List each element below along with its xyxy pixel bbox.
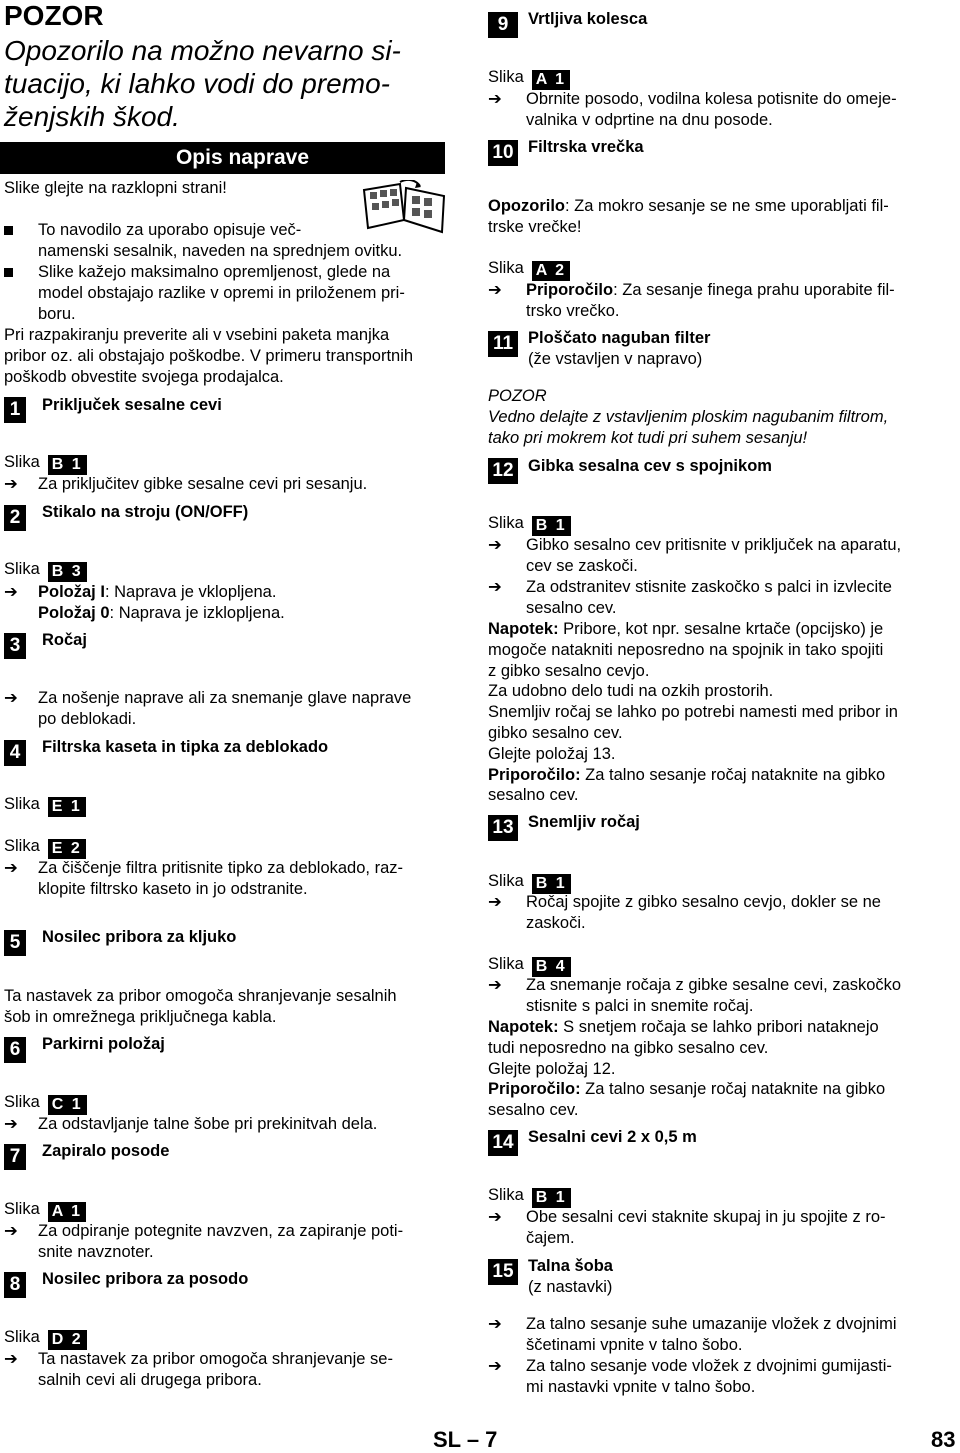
figure-ref-14 [488,1185,571,1208]
bullet-1-line-1: To navodilo za uporabo opisuje več- [38,221,302,239]
instruction-13a [488,892,938,934]
note-13 [488,1017,938,1121]
filter-bag-warning [488,196,938,238]
arrow-right-icon: ➔ [4,583,18,601]
section-number-1: 1 [4,397,26,423]
section-title-5: Nosilec pribora za kljuko [42,928,237,946]
recommendation-text: : Za sesanje finega prahu uporabite fil- [613,281,895,299]
arrow-right-icon: ➔ [4,1350,18,1368]
intro-bullet-2 [4,262,448,324]
section-number-4: 4 [4,740,26,766]
figure-tag: A 1 [48,1202,86,1222]
instruction-line: po deblokadi. [38,709,137,728]
section-number-15: 15 [488,1259,518,1285]
instruction-13b [488,975,938,1017]
instruction-line: Obe sesalni cevi staknite skupaj in ju spojite z ro- [526,1208,886,1226]
instruction-text: Za odstavljanje talne šobe pri prekinitvah dela. [38,1115,378,1133]
figure-ref-13a [488,871,571,894]
section-number-9: 9 [488,12,518,38]
arrow-right-icon: ➔ [4,1115,18,1133]
figure-tag: B 4 [532,957,571,977]
section-number-7: 7 [4,1144,26,1170]
section-title-8: Nosilec pribora za posodo [42,1270,249,1288]
figure-label: Slika [4,795,40,813]
figure-label: Slika [488,955,524,973]
arrow-right-icon: ➔ [4,689,18,707]
figure-tag: B 1 [532,874,571,894]
instruction-line: klopite filtrsko kaseto in jo odstranite. [38,879,308,898]
note-line: tudi neposredno na gibko sesalno cev. [488,1038,769,1057]
figure-label: Slika [488,259,524,277]
position-off-text: : Naprava je izklopljena. [109,604,285,622]
figure-tag: E 2 [48,839,86,859]
instruction-line: sesalno cev. [526,598,617,617]
intro-bullet-1 [4,220,448,262]
instruction-2-line-2 [38,603,285,624]
note-label: Napotek: [488,1018,559,1036]
footer-page-number: 83 [931,1427,956,1452]
section-title-6: Parkirni položaj [42,1035,165,1053]
paragraph-line: šob in omrežnega priključnega kabla. [4,1007,277,1026]
instruction-4 [4,858,448,900]
note-12 [488,619,938,806]
arrow-right-icon: ➔ [488,1357,502,1375]
figure-label: Slika [4,560,40,578]
recommendation-label: Priporočilo [526,281,614,299]
warning-line-2: tuacijo, ki lahko vodi do premo- [4,68,390,99]
figure-ref-10 [488,258,570,281]
figure-label: Slika [488,872,524,890]
warning-line-3: ženjskih škod. [4,101,180,132]
warning-text: : Za mokro sesanje se ne sme uporabljati fil- [565,197,889,215]
see-fold-out-note: Slike glejte na razklopni strani! [4,179,227,197]
figure-tag: C 1 [48,1095,87,1115]
section-number-11: 11 [488,331,518,357]
figure-ref-4b [4,836,86,859]
instruction-text: Za priključitev gibke sesalne cevi pri sesanju. [38,475,368,493]
section-subtitle-15: (z nastavki) [528,1278,613,1296]
intro-para-line-2: pribor oz. ali obstajajo poškodbe. V primeru transportnih [4,346,414,365]
bullet-2-line-3: boru. [38,304,76,323]
instruction-line: Za odstranitev stisnite zaskočko s palci in izvlecite [526,578,892,596]
instruction-7 [4,1221,448,1263]
arrow-right-icon: ➔ [4,475,18,493]
figure-ref-2 [4,559,87,582]
arrow-right-icon: ➔ [488,281,502,299]
arrow-right-icon: ➔ [488,90,502,108]
figure-tag: A 2 [532,261,570,281]
arrow-right-icon: ➔ [488,578,502,596]
position-on-text: : Naprava je vklopljena. [104,583,277,601]
instruction-line: Za nošenje naprave ali za snemanje glave naprave [38,689,412,707]
note-label: Napotek: [488,620,559,638]
warning-label: Opozorilo [488,197,565,215]
footer-language-page: SL – 7 [433,1427,498,1452]
arrow-right-icon: ➔ [488,893,502,911]
recommendation-text-2: sesalno cev. [488,1101,579,1120]
instruction-line: mi nastavki vpnite v talno šobo. [526,1377,756,1396]
figure-ref-13b [488,954,571,977]
instruction-line: Za odpiranje potegnite navzven, za zapiranje poti- [38,1222,404,1240]
instruction-line: Gibko sesalno cev pritisnite v priključek na aparatu, [526,536,902,554]
figure-ref-4a [4,794,86,817]
warning-text-2: trske vrečke! [488,217,582,236]
section-number-2: 2 [4,505,26,531]
note-line: Snemljiv ročaj se lahko po potrebi namesti med pribor in [488,703,898,722]
note-text: S snetjem ročaja se lahko pribori nataknejo [558,1018,879,1036]
pozor-line: Vedno delajte z vstavljenim ploskim nagubanim filtrom, [488,407,889,426]
warning-line-1: Opozorilo na možno nevarno si- [4,35,401,66]
section-title-11: Ploščato naguban filter [528,329,711,347]
figure-label: Slika [488,514,524,532]
instruction-line: snite navznoter. [38,1242,154,1261]
section-number-5: 5 [4,930,26,956]
instruction-line: zaskoči. [526,913,586,932]
instruction-line: Za talno sesanje vode vložek z dvojnimi gumijasti- [526,1357,892,1375]
note-line: Glejte položaj 12. [488,1059,616,1078]
section-number-10: 10 [488,140,518,166]
figure-tag: B 3 [48,562,87,582]
figure-tag: B 1 [532,1188,571,1208]
warning-title: POZOR [4,0,104,31]
arrow-right-icon: ➔ [488,536,502,554]
section-title-3: Ročaj [42,631,87,649]
figure-tag: B 1 [48,455,87,475]
pozor-note [488,386,938,448]
section-title-4: Filtrska kaseta in tipka za deblokado [42,738,329,756]
section-title-2: Stikalo na stroju (ON/OFF) [42,503,249,521]
section-number-13: 13 [488,815,518,841]
instruction-12a [488,535,938,577]
figure-label: Slika [4,1328,40,1346]
intro-para-line-1: Pri razpakiranju preverite ali v vsebini paketa manjka [4,326,390,344]
figure-ref-1 [4,452,87,475]
figure-ref-8 [4,1327,87,1350]
note-line: Za udobno delo tudi na ozkih prostorih. [488,682,774,701]
figure-label: Slika [4,837,40,855]
bullet-square-icon [4,268,13,277]
intro-paragraph [4,325,413,387]
pozor-label: POZOR [488,387,547,405]
instruction-line: ščetinami vpnite v talno šobo. [526,1335,743,1354]
instruction-12b [488,577,938,619]
note-line: mogoče natakniti neposredno na spojnik in tako spojiti [488,640,884,659]
instruction-line: čajem. [526,1228,575,1247]
section-title-1: Priključek sesalne cevi [42,396,222,414]
figure-label: Slika [4,1093,40,1111]
arrow-right-icon: ➔ [488,976,502,994]
section-title-9: Vrtljiva kolesca [528,10,648,28]
instruction-line: salnih cevi ali drugega pribora. [38,1370,262,1389]
instruction-line: Ročaj spojite z gibko sesalno cevjo, dokler se ne [526,893,881,911]
bullet-square-icon [4,226,13,235]
instruction-line: cev se zaskoči. [526,556,638,575]
section-number-6: 6 [4,1037,26,1063]
arrow-right-icon: ➔ [4,1222,18,1240]
recommendation-label: Priporočilo: [488,1080,581,1099]
note-text: Pribore, kot npr. sesalne krtače (opcijsko) je [558,620,884,638]
bullet-2-line-1: Slike kažejo maksimalno opremljenost, glede na [38,263,391,281]
figure-label: Slika [488,1186,524,1204]
figure-tag: B 1 [532,516,571,536]
bullet-1-line-2: namenski sesalnik, naveden na sprednjem ovitku. [38,241,403,260]
instruction-line: Ta nastavek za pribor omogoča shranjevanje se- [38,1350,393,1368]
section-title-15: Talna šoba [528,1257,613,1275]
position-on-label: Položaj I [38,583,105,601]
figure-ref-7 [4,1199,86,1222]
instruction-3 [4,688,448,730]
section-number-12: 12 [488,458,518,484]
instruction-line: Za talno sesanje suhe umazanije vložek z dvojnimi [526,1315,897,1333]
figure-tag: D 2 [48,1330,87,1350]
recommendation-text-2: trsko vrečko. [526,301,620,320]
intro-para-line-3: poškodb obvestite svojega prodajalca. [4,367,284,386]
figure-tag: E 1 [48,797,86,817]
figure-ref-6 [4,1092,87,1115]
instruction-14 [488,1207,938,1249]
instruction-9 [488,89,938,131]
section-number-3: 3 [4,633,26,659]
paragraph-line: Ta nastavek za pribor omogoča shranjevanje sesalnih [4,987,397,1005]
section-number-8: 8 [4,1272,26,1298]
instruction-8 [4,1349,448,1391]
section-bar-device-description: Opis naprave [0,142,445,174]
figure-ref-12 [488,513,571,536]
instruction-line: valnika v odprtine na dnu posode. [526,110,773,129]
instruction-line: Za čiščenje filtra pritisnite tipko za deblokado, raz- [38,859,403,877]
figure-label: Slika [4,453,40,471]
section-title-13: Snemljiv ročaj [528,813,640,831]
section-subtitle-11: (že vstavljen v napravo) [528,350,703,368]
recommendation-text: Za talno sesanje ročaj nataknite na gibko [580,765,886,784]
arrow-right-icon: ➔ [488,1208,502,1226]
recommendation-text-2: sesalno cev. [488,786,579,805]
figure-tag: A 1 [532,70,570,90]
instruction-line: Obrnite posodo, vodilna kolesa potisnite do omeje- [526,90,897,108]
section-number-14: 14 [488,1130,518,1156]
figure-ref-9 [488,67,570,90]
arrow-right-icon: ➔ [4,859,18,877]
recommendation-label: Priporočilo: [488,765,581,784]
section-title-14: Sesalni cevi 2 x 0,5 m [528,1128,697,1146]
note-line: z gibko sesalno cevjo. [488,661,650,680]
figure-label: Slika [4,1200,40,1218]
section-title-12: Gibka sesalna cev s spojnikom [528,457,772,475]
instruction-line: Za snemanje ročaja z gibke sesalne cevi, zaskočko [526,976,902,994]
note-line: gibko sesalno cev. [488,723,623,742]
instruction-10 [488,280,938,322]
recommendation-text: Za talno sesanje ročaj nataknite na gibko [580,1080,886,1099]
section-title-10: Filtrska vrečka [528,138,644,156]
position-off-label: Položaj 0 [38,604,110,622]
pozor-line: tako pri mokrem kot tudi pri suhem sesanju! [488,428,808,447]
instruction-15a [488,1314,938,1356]
figure-label: Slika [488,68,524,86]
section-5-text [4,986,448,1028]
instruction-15b [488,1356,938,1398]
section-title-7: Zapiralo posode [42,1142,170,1160]
instruction-line: stisnite s palci in snemite ročaj. [526,996,754,1015]
note-line: Glejte položaj 13. [488,744,616,763]
bullet-2-line-2: model obstajajo razlike v opremi in priloženem pri- [38,283,405,302]
arrow-right-icon: ➔ [488,1315,502,1333]
